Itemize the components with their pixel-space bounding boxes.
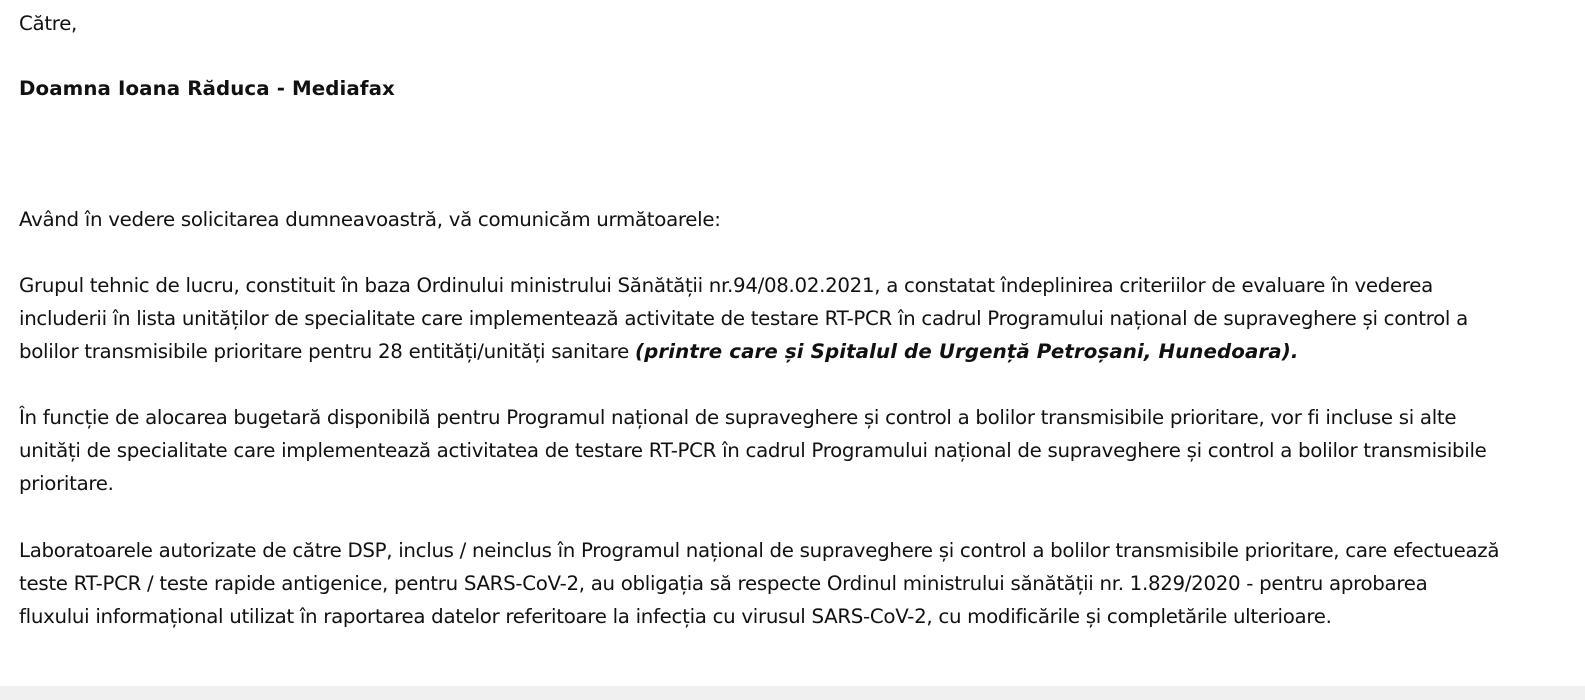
paragraph-testing-criteria <box>19 269 1468 368</box>
paragraph-line: unități de specialitate care implementează activitatea de testare RT-PCR în cadrul Programului național de supraveghere și control a bolilor transmisibile <box>19 439 1487 462</box>
paragraph-line-text: bolilor transmisibile prioritare pentru 28 entități/unități sanitare <box>19 340 636 363</box>
paragraph-line: Grupul tehnic de lucru, constituit în baza Ordinului ministrului Sănătății nr.94/08.02.2021, a constatat îndeplinirea criteriilor de evaluare în vederea <box>19 274 1433 297</box>
greeting: Către, <box>19 12 78 35</box>
paragraph-line: fluxului informațional utilizat în raportarea datelor referitoare la infecția cu virusul SARS-CoV-2, cu modificările și completările ulterioare. <box>19 605 1332 628</box>
page-bottom-edge <box>0 686 1585 700</box>
paragraph-line: teste RT-PCR / teste rapide antigenice, pentru SARS-CoV-2, au obligația să respecte Ordinul ministrului sănătății nr. 1.829/2020 - pentru aprobarea <box>19 572 1428 595</box>
paragraph-line: includerii în lista unităților de specialitate care implementează activitate de testare RT-PCR în cadrul Programului național de supraveghere și control a <box>19 307 1468 330</box>
paragraph-line: prioritare. <box>19 472 114 495</box>
recipient-name: Doamna Ioana Răduca - Mediafax <box>19 77 395 100</box>
hospital-emphasis-text: (printre care și Spitalul de Urgență Petroșani, Hunedoara). <box>635 340 1299 363</box>
paragraph-line: Laboratoarele autorizate de către DSP, inclus / neinclus în Programul național de supraveghere și control a bolilor transmisibile prioritare, care efectuează <box>19 539 1500 562</box>
paragraph-reporting-obligation <box>19 534 1499 633</box>
paragraph-line: În funcție de alocarea bugetară disponibilă pentru Programul național de supraveghere și control a bolilor transmisibile prioritare, vor fi incluse si alte <box>19 406 1457 429</box>
paragraph-line-with-emphasis <box>19 335 1468 368</box>
intro-line: Având în vedere solicitarea dumneavoastră, vă comunicăm următoarele: <box>19 208 721 231</box>
paragraph-budget-allocation <box>19 401 1487 500</box>
